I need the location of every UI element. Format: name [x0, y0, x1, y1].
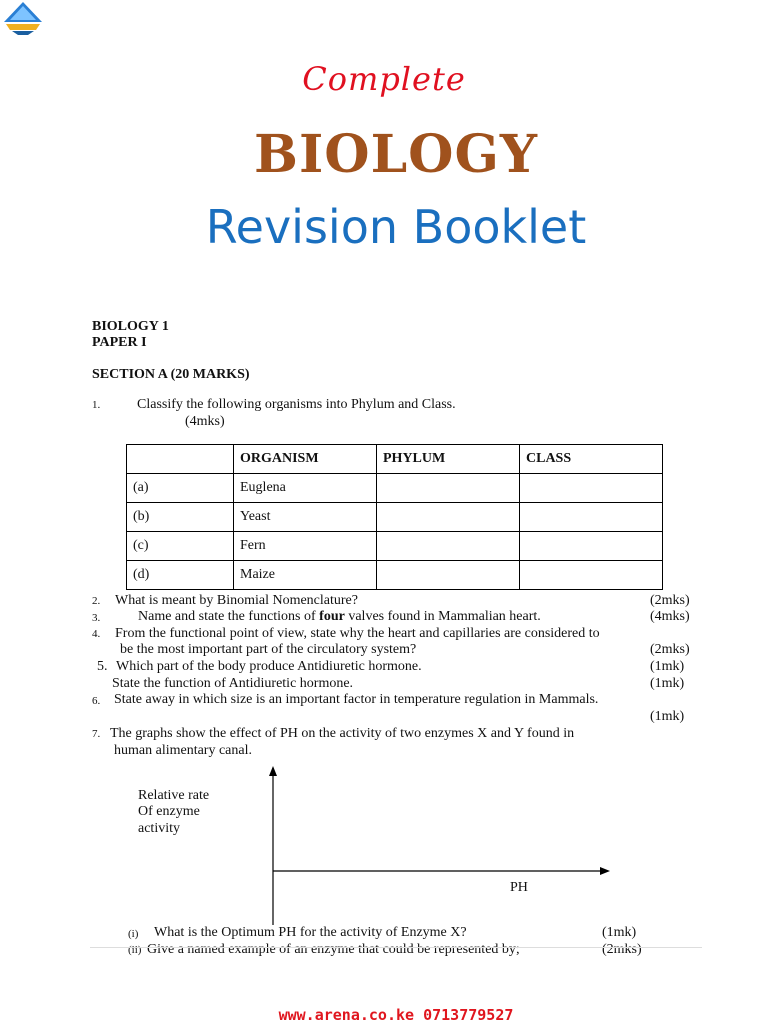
q7-text-line2: human alimentary canal.: [114, 743, 252, 758]
table-row: [127, 474, 663, 503]
table-header: ORGANISM: [234, 445, 377, 474]
table-cell: Yeast: [234, 503, 377, 532]
q5-text-line2: State the function of Antidiuretic hormone.: [112, 676, 354, 691]
table-row: [127, 503, 663, 532]
table-header: CLASS: [520, 445, 663, 474]
table-row: [127, 532, 663, 561]
paper-number: PAPER I: [92, 335, 147, 350]
table-cell: [377, 532, 520, 561]
q7-sub-i-marks: (1mk): [602, 925, 637, 940]
q7-sub-i-text: What is the Optimum PH for the activity of Enzyme X?: [154, 925, 467, 940]
footer-contact: www.arena.co.ke 0713779527: [278, 1006, 514, 1024]
q3-number: 3.: [92, 612, 101, 624]
graph-ylabel-1: Relative rate: [138, 788, 210, 803]
table-cell: Fern: [234, 532, 377, 561]
table-cell: [520, 474, 663, 503]
q1-marks: (4mks): [185, 414, 225, 429]
table-cell: Euglena: [234, 474, 377, 503]
graph-ylabel-3: activity: [138, 821, 180, 836]
cover-subject: BIOLOGY: [254, 124, 538, 185]
q4-text-line1: From the functional point of view, state why the heart and capillaries are considered to: [115, 626, 600, 641]
graph-axes: [260, 764, 612, 934]
page-divider: [90, 947, 702, 948]
q1-number: 1.: [92, 399, 101, 411]
q1-text: Classify the following organisms into Phylum and Class.: [137, 397, 456, 412]
q5-text-line1: Which part of the body produce Antidiuretic hormone.: [116, 659, 422, 674]
table-cell: [377, 474, 520, 503]
table-cell: (d): [127, 561, 234, 590]
q4-text-line2: be the most important part of the circulatory system?: [120, 642, 417, 657]
q4-number: 4.: [92, 628, 101, 640]
table-header: [127, 445, 234, 474]
graph-xlabel: PH: [510, 880, 528, 895]
q6-number: 6.: [92, 695, 101, 707]
classification-table: [126, 444, 663, 590]
q7-sub-i-number: (i): [128, 928, 139, 940]
table-row: [127, 561, 663, 590]
table-cell: [520, 503, 663, 532]
table-cell: (a): [127, 474, 234, 503]
cover-booklet: Revision Booklet: [205, 200, 587, 254]
cover-complete: Complete: [302, 60, 466, 98]
q5-marks-2: (1mk): [650, 676, 685, 691]
q2-number: 2.: [92, 595, 101, 607]
q4-marks: (2mks): [650, 642, 690, 657]
table-cell: (b): [127, 503, 234, 532]
q6-marks: (1mk): [650, 709, 685, 724]
paper-title: BIOLOGY 1: [92, 319, 169, 334]
table-cell: [377, 561, 520, 590]
q2-marks: (2mks): [650, 593, 690, 608]
q5-marks-1: (1mk): [650, 659, 685, 674]
q7-sub-ii-number: (ii): [128, 944, 142, 956]
table-cell: [377, 503, 520, 532]
q5-number: 5.: [97, 659, 108, 674]
q2-text: What is meant by Binomial Nomenclature?: [115, 593, 358, 608]
q7-number: 7.: [92, 728, 101, 740]
table-header: PHYLUM: [377, 445, 520, 474]
arena-logo: [2, 0, 44, 36]
q6-text: State away in which size is an important factor in temperature regulation in Mammals.: [114, 692, 599, 707]
table-cell: Maize: [234, 561, 377, 590]
q7-text-line1: The graphs show the effect of PH on the activity of two enzymes X and Y found in: [110, 726, 575, 741]
section-heading: SECTION A (20 MARKS): [92, 367, 250, 382]
table-cell: (c): [127, 532, 234, 561]
q7-sub-ii-marks: (2mks): [602, 942, 642, 957]
q3-marks: (4mks): [650, 609, 690, 624]
table-header-row: [127, 445, 663, 474]
table-cell: [520, 532, 663, 561]
q3-text: Name and state the functions of four valves found in Mammalian heart.: [138, 609, 541, 624]
q7-sub-ii-text: Give a named example of an enzyme that could be represented by;: [147, 942, 520, 957]
table-cell: [520, 561, 663, 590]
graph-ylabel-2: Of enzyme: [138, 804, 200, 819]
